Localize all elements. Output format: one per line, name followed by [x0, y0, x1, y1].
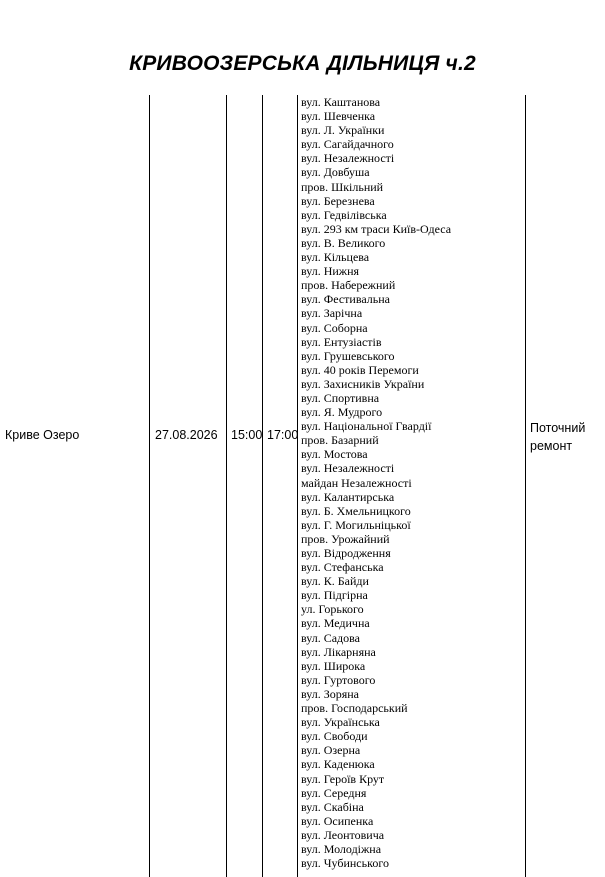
- street-item: вул. Національної Гвардії: [301, 419, 432, 434]
- reason-cell: [530, 419, 585, 455]
- reason-line: Поточний: [530, 421, 586, 435]
- street-item: вул. Шевченка: [301, 109, 376, 124]
- column-divider: [226, 95, 227, 877]
- street-item: вул. Фестивальна: [301, 292, 390, 307]
- street-item: пров. Урожайний: [301, 531, 390, 546]
- street-item: вул. К. Байди: [301, 574, 369, 589]
- column-divider: [297, 95, 298, 877]
- street-item: пров. Набережний: [301, 278, 396, 293]
- reason-line: ремонт: [530, 439, 573, 453]
- street-item: вул. Я. Мудрого: [301, 405, 383, 420]
- page-title: КРИВООЗЕРСЬКА ДІЛЬНИЦЯ ч.2: [129, 52, 476, 75]
- street-item: вул. Каштанова: [301, 95, 381, 109]
- settlement-cell: Криве Озеро: [5, 428, 80, 442]
- street-item: вул. Садова: [301, 630, 360, 645]
- column-divider: [525, 95, 526, 877]
- street-item: вул. Чубинського: [301, 856, 389, 871]
- street-item: вул. Українська: [301, 715, 380, 730]
- street-item: вул. Широка: [301, 658, 366, 673]
- street-item: вул. Лікарняна: [301, 644, 376, 659]
- street-item: вул. Довбуша: [301, 165, 370, 180]
- street-item: вул. Кільцева: [301, 250, 370, 265]
- street-item: вул. Героїв Крут: [301, 771, 385, 786]
- street-item: пров. Базарний: [301, 433, 379, 448]
- time-to-cell: 17:00: [267, 428, 299, 442]
- street-item: вул. Медична: [301, 616, 370, 631]
- street-item: вул. Відродження: [301, 546, 391, 560]
- street-item: вул. Незалежності: [301, 461, 395, 476]
- street-item: вул. Осипенка: [301, 813, 374, 828]
- street-item: вул. 293 км траси Київ-Одеса: [301, 221, 452, 236]
- column-divider: [262, 95, 263, 877]
- street-item: вул. Гуртового: [301, 672, 376, 687]
- time-from-cell: 15:00: [231, 428, 263, 442]
- street-item: вул. Стефанська: [301, 560, 384, 575]
- street-item: пров. Господарський: [301, 701, 408, 716]
- street-item: вул. Зарічна: [301, 306, 363, 321]
- street-item: пров. Шкільний: [301, 179, 384, 194]
- street-item: вул. Спортивна: [301, 390, 380, 405]
- street-item: вул. Свободи: [301, 729, 368, 744]
- street-item: вул. В. Великого: [301, 235, 386, 250]
- street-item: вул. Ентузіастів: [301, 334, 382, 349]
- street-item: вул. Зоряна: [301, 686, 359, 701]
- street-item: вул. Грушевського: [301, 348, 395, 363]
- street-item: вул. Соборна: [301, 320, 368, 335]
- street-item: вул. Захисників України: [301, 376, 425, 391]
- column-divider: [149, 95, 150, 877]
- street-item: вул. Підгірна: [301, 588, 368, 603]
- street-item: вул. Молодіжна: [301, 841, 382, 856]
- street-item: вул. Леонтовича: [301, 827, 385, 842]
- street-item: вул. Мостова: [301, 447, 368, 462]
- street-item: майдан Незалежності: [301, 475, 412, 490]
- street-item: вул. Озерна: [301, 743, 361, 758]
- street-item: ул. Горького: [301, 602, 364, 617]
- street-item: вул. Середня: [301, 785, 367, 800]
- street-item: вул. Г. Могильніцької: [301, 517, 411, 532]
- date-cell: 27.08.2026: [155, 428, 218, 442]
- street-item: вул. Сагайдачного: [301, 137, 394, 152]
- street-list: [301, 95, 525, 870]
- street-item: вул. Скабіна: [301, 799, 364, 814]
- street-item: вул. Березнева: [301, 193, 375, 208]
- street-item: вул. Незалежності: [301, 151, 395, 166]
- street-item: вул. Л. Українки: [301, 123, 385, 138]
- street-item: вул. Нижня: [301, 264, 360, 279]
- street-item: вул. Каденюка: [301, 757, 375, 772]
- street-item: вул. Калантирська: [301, 489, 395, 504]
- street-item: вул. Б. Хмельницкого: [301, 503, 411, 518]
- street-item: вул. Гедвілівська: [301, 207, 387, 222]
- street-item: вул. 40 років Перемоги: [301, 362, 419, 377]
